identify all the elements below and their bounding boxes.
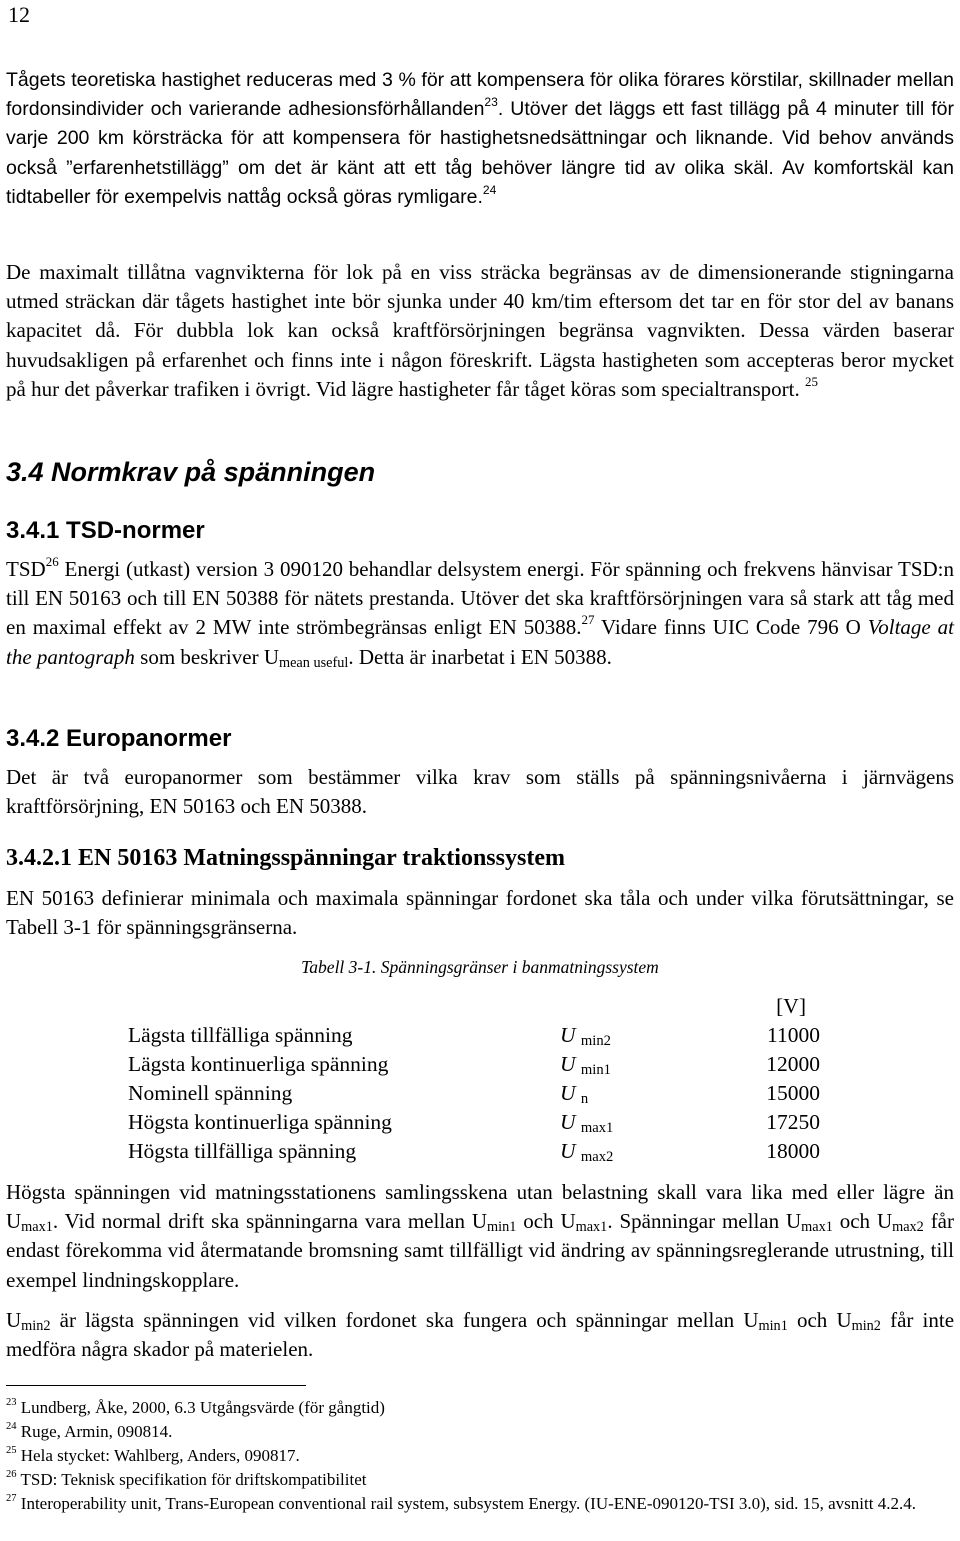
- footnote-number: 26: [6, 1468, 17, 1480]
- footnote-24: [6, 1420, 954, 1444]
- footnote-25: [6, 1444, 954, 1468]
- para7-u-subscript: min2: [851, 1318, 881, 1335]
- para6-u-symbol: U: [471, 1209, 488, 1234]
- para7-u-symbol: U: [743, 1308, 759, 1332]
- para6-a: Högsta spänningen vid matningsstationens samlingsskena utan belastning skall vara lika med eller lägre än: [6, 1180, 954, 1204]
- page-number: 12: [8, 2, 30, 27]
- para7-b: och: [787, 1308, 837, 1332]
- footnote-number: 25: [6, 1444, 17, 1456]
- para6-u-symbol: U: [560, 1209, 576, 1234]
- footnote-number: 23: [6, 1396, 17, 1408]
- table-row: [128, 1050, 820, 1079]
- paragraph-europanormer: [6, 763, 954, 821]
- para3-italic-title: Voltage at the pantograph: [6, 615, 955, 669]
- para6-c: och: [516, 1209, 561, 1234]
- row-label: Högsta kontinuerliga spänning: [128, 1110, 392, 1134]
- table-row: [128, 1137, 820, 1166]
- voltage-limits-table: [128, 992, 820, 1166]
- heading-3-4-1: 3.4.1 TSD-normer: [6, 517, 205, 544]
- row-label: Lägsta kontinuerliga spänning: [128, 1052, 389, 1076]
- para6-u-subscript: max1: [21, 1219, 53, 1236]
- section-heading-3-4-1: [6, 517, 954, 545]
- para7-u-subscript: min1: [758, 1318, 788, 1335]
- paragraph-highest-voltage: [6, 1178, 954, 1295]
- para7-u-subscript: min2: [21, 1318, 51, 1335]
- paragraph-train-speed: [6, 66, 954, 212]
- table-row: [128, 1108, 820, 1137]
- para6-u-subscript: max1: [575, 1219, 608, 1236]
- para7-a: är lägsta spänningen vid vilken fordonet ska fungera och spänningar mellan: [50, 1308, 744, 1332]
- heading-3-4: 3.4 Normkrav på spänningen: [6, 457, 376, 487]
- para5-text: EN 50163 definierar minimala och maximala spänningar fordonet ska tåla och under vilka förutsättningar, se Tabell 3-1 för spänningsgränserna.: [6, 886, 954, 940]
- para6-u-subscript: min1: [487, 1219, 517, 1236]
- table-header-row: [128, 992, 820, 1021]
- para3-d: som beskriver: [134, 644, 264, 669]
- footnote-ref-26[interactable]: 26: [45, 554, 59, 570]
- heading-3-4-2: 3.4.2 Europanormer: [6, 725, 232, 752]
- row-symbol: U min2: [560, 1023, 611, 1050]
- para3-c: Vidare finns UIC Code 796 O: [594, 615, 868, 640]
- row-symbol: U max1: [560, 1110, 614, 1137]
- footnote-text: Lundberg, Åke, 2000, 6.3 Utgångsvärde (för gångtid): [20, 1398, 385, 1417]
- heading-3-4-2-1: 3.4.2.1 EN 50163 Matningsspänningar traktionssystem: [6, 845, 565, 871]
- footnote-text: Hela stycket: Wahlberg, Anders, 090817.: [20, 1446, 300, 1465]
- para3-u-subscript: mean useful: [279, 654, 349, 671]
- paragraph-lowest-voltage: [6, 1306, 954, 1364]
- para6-u-symbol: U: [785, 1209, 802, 1234]
- footnote-26: [6, 1468, 954, 1492]
- section-heading-3-4-2-1: [6, 845, 954, 872]
- row-value: 17250: [766, 1110, 820, 1134]
- paragraph-wagon-weights: [6, 258, 954, 404]
- row-label: Högsta tillfälliga spänning: [128, 1139, 357, 1163]
- para1-text-2: . Utöver det läggs ett fast tillägg på 4 minuter till för varje 200 km körsträcka för att kompensera för hastighetsnedsättningar och liknande. Vid behov används också ”erfarenhetstillägg” om det är känt att ett tåg behöver längre tid av olika skäl. Av komfortskäl kan tidtabeller för exempelvis nattåg också göras rymligare.: [6, 98, 954, 208]
- row-value: 18000: [766, 1139, 820, 1163]
- row-value: 15000: [766, 1081, 820, 1105]
- footnote-text: TSD: Teknisk specifikation för driftskompatibilitet: [20, 1470, 367, 1489]
- para7-u-symbol: U: [836, 1308, 852, 1332]
- para3-u-symbol: U: [263, 644, 279, 669]
- para7-u-symbol: U: [6, 1308, 22, 1332]
- paragraph-en50163: [6, 884, 954, 942]
- table-row: [128, 1079, 820, 1108]
- para6-u-symbol: U: [6, 1209, 22, 1234]
- para6-e: och: [832, 1209, 877, 1234]
- paragraph-tsd: [6, 555, 954, 672]
- footnote-ref-27[interactable]: 27: [581, 612, 595, 628]
- section-heading-3-4-2: [6, 725, 954, 753]
- para4-text: Det är två europanormer som bestämmer vilka krav som ställs på spänningsnivåerna i järnvägens kraftförsörjning, EN 50163 och EN 50388.: [6, 765, 954, 819]
- row-value: 12000: [766, 1052, 820, 1076]
- footnote-ref-23[interactable]: 23: [484, 94, 498, 109]
- para6-u-subscript: max1: [801, 1219, 833, 1236]
- row-symbol: U n: [560, 1081, 589, 1108]
- footnote-ref-25[interactable]: 25: [804, 373, 818, 389]
- para6-d: . Spänningar mellan: [607, 1209, 786, 1234]
- row-value: 11000: [767, 1023, 820, 1047]
- footnote-27: [6, 1492, 954, 1516]
- row-symbol: U max2: [560, 1139, 614, 1166]
- footnote-23: [6, 1396, 954, 1420]
- para6-u-subscript: max2: [892, 1219, 924, 1236]
- row-label: Lägsta tillfälliga spänning: [128, 1023, 353, 1047]
- section-heading-3-4: [6, 457, 954, 488]
- para3-b: Energi (utkast) version 3 090120 behandlar delsystem energi. För spänning och frekvens hänvisar TSD:n till EN 50163 och till EN 50388 för nätets prestanda. Utöver det ska kraftförsörjningen vara så stark att tåg med en maximal effekt av 2 MW inte strömbegränsas enligt EN 50388.: [6, 557, 954, 640]
- para2-text: De maximalt tillåtna vagnvikterna för lok på en viss sträcka begränsas av de dimensionerande stigningarna utmed sträckan där tågets hastighet inte bör sjunka under 40 km/tim eftersom det tar en för stor del av banans kapacitet då. För dubbla lok kan också kraftförsörjningen begränsa vagnvikten. Dessa värden baserar huvudsakligen på erfarenhet och finns inte i någon föreskrift. Lägsta hastigheten som accepteras beror mycket på hur det påverkar trafiken i övrigt. Vid lägre hastigheter får tåget köras som specialtransport.: [6, 260, 954, 401]
- para6-b: . Vid normal drift ska spänningarna vara mellan: [52, 1209, 472, 1234]
- para1-text-1: Tågets teoretiska hastighet reduceras med 3 % för att kompensera för olika förares körstilar, skillnader mellan fordonsindivider och varierande adhesionsförhållanden: [6, 69, 954, 121]
- footnote-text: Interoperability unit, Trans-European conventional rail system, subsystem Energy. (IU-ENE-090120-TSI 3.0), sid. 15, avsnitt 4.2.4.: [20, 1494, 916, 1513]
- table-caption: Tabell 3-1. Spänningsgränser i banmatningssystem: [301, 957, 659, 977]
- row-label: Nominell spänning: [128, 1081, 293, 1105]
- footnote-ref-24[interactable]: 24: [482, 182, 497, 197]
- footnote-number: 24: [6, 1420, 17, 1432]
- table-row: [128, 1021, 820, 1050]
- para3-e: . Detta är inarbetat i EN 50388.: [348, 644, 612, 669]
- footnote-number: 27: [6, 1492, 17, 1504]
- unit-header: [V]: [776, 994, 806, 1018]
- footnote-separator: [6, 1385, 306, 1386]
- para7-c: får inte medföra några skador på materielen.: [6, 1308, 955, 1362]
- para3-a: TSD: [6, 557, 46, 581]
- para6-f: får endast förekomma vid återmatande bromsning samt tillfälligt vid ändring av spänningsreglerande utrustning, till exempel lindningskopplare.: [6, 1209, 954, 1292]
- footnote-text: Ruge, Armin, 090814.: [20, 1422, 173, 1441]
- row-symbol: U min1: [560, 1052, 611, 1079]
- para6-u-symbol: U: [876, 1209, 893, 1234]
